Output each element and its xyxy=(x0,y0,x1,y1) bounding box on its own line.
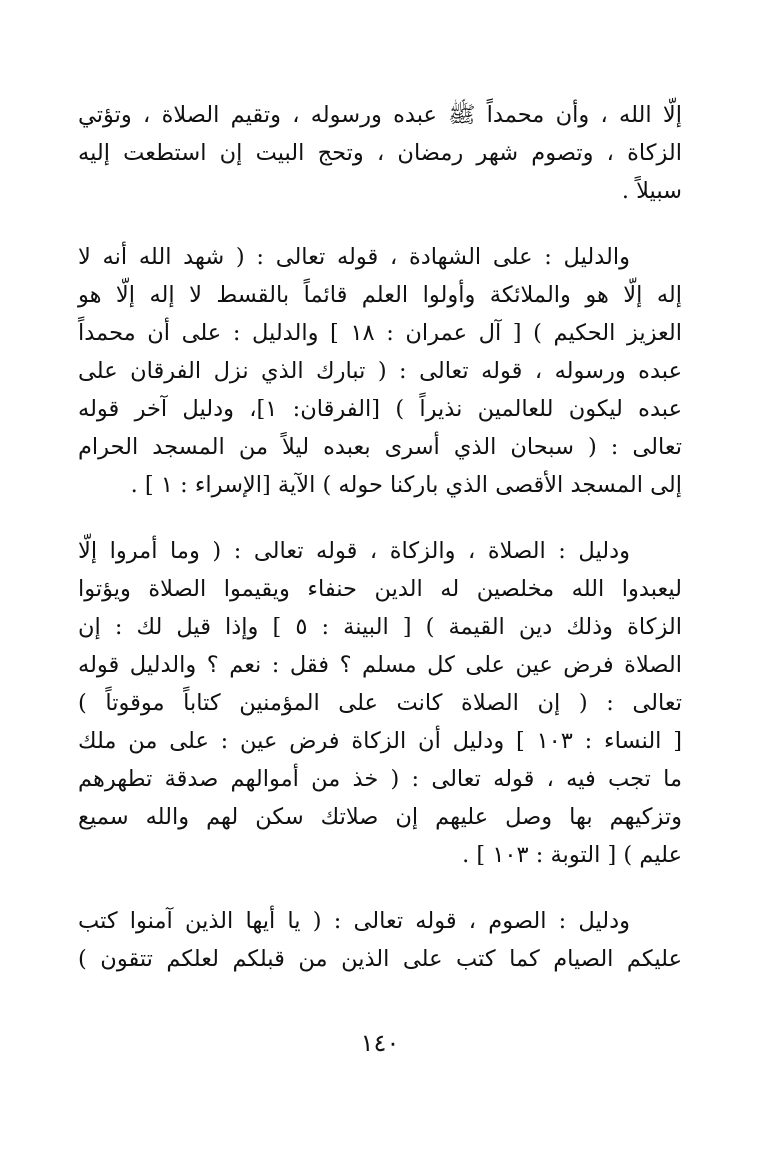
paragraph-3 xyxy=(78,532,682,874)
text-line: وتزكيهم بها وصل عليهم إن صلاتك سكن لهم والله سميع xyxy=(78,804,682,830)
text-line: عبده ورسوله ، قوله تعالى : ( تبارك الذي نزل الفرقان على xyxy=(78,358,682,384)
paragraph-gap xyxy=(78,504,682,532)
text-line: الزكاة ، وتصوم شهر رمضان ، وتحج البيت إن استطعت إليه xyxy=(78,140,682,166)
text-line: الزكاة وذلك دين القيمة ) [ البينة : ٥ ] وإذا قيل لك : إن xyxy=(78,614,682,640)
text-line: الصلاة فرض عين على كل مسلم ؟ فقل : نعم ؟ والدليل قوله xyxy=(78,652,682,678)
book-page xyxy=(78,96,682,1156)
text-line: ودليل : الصوم ، قوله تعالى : ( يا أيها الذين آمنوا كتب xyxy=(78,908,630,934)
paragraph-1 xyxy=(78,96,682,210)
text-line: والدليل : على الشهادة ، قوله تعالى : ( شهد الله أنه لا xyxy=(78,244,630,270)
text-line: تعالى : ( إن الصلاة كانت على المؤمنين كتاباً موقوتاً ) xyxy=(78,690,682,716)
paragraph-gap xyxy=(78,210,682,238)
text-line: ليعبدوا الله مخلصين له الدين حنفاء ويقيموا الصلاة ويؤتوا xyxy=(78,576,682,602)
text-line: ودليل : الصلاة ، والزكاة ، قوله تعالى : ( وما أمروا إلّا xyxy=(78,538,630,564)
paragraph-gap xyxy=(78,874,682,902)
text-line: ما تجب فيه ، قوله تعالى : ( خذ من أموالهم صدقة تطهرهم xyxy=(78,766,682,792)
page-number: ١٤٠ xyxy=(360,1029,400,1057)
text-line: إلى المسجد الأقصى الذي باركنا حوله ) الآية [الإسراء : ١ ] . xyxy=(130,472,682,498)
text-line: تعالى : ( سبحان الذي أسرى بعبده ليلاً من المسجد الحرام xyxy=(78,434,682,460)
text-line: إله إلّا هو والملائكة وأولوا العلم قائماً بالقسط لا إله إلّا هو xyxy=(78,282,682,308)
text-line: سبيلاً . xyxy=(621,178,682,204)
text-line: إلّا الله ، وأن محمداً ﷺ عبده ورسوله ، وتقيم الصلاة ، وتؤتي xyxy=(78,102,682,128)
text-line: عليم ) [ التوبة : ١٠٣ ] . xyxy=(462,842,682,868)
text-line: عليكم الصيام كما كتب على الذين من قبلكم لعلكم تتقون ) xyxy=(78,946,682,972)
text-line: عبده ليكون للعالمين نذيراً ) [الفرقان: ١]، ودليل آخر قوله xyxy=(78,396,682,422)
paragraph-4 xyxy=(78,902,682,978)
paragraph-2 xyxy=(78,238,682,504)
text-line: العزيز الحكيم ) [ آل عمران : ١٨ ] والدليل : على أن محمداً xyxy=(78,320,682,346)
text-line: [ النساء : ١٠٣ ] ودليل أن الزكاة فرض عين : على من ملك xyxy=(78,728,683,754)
